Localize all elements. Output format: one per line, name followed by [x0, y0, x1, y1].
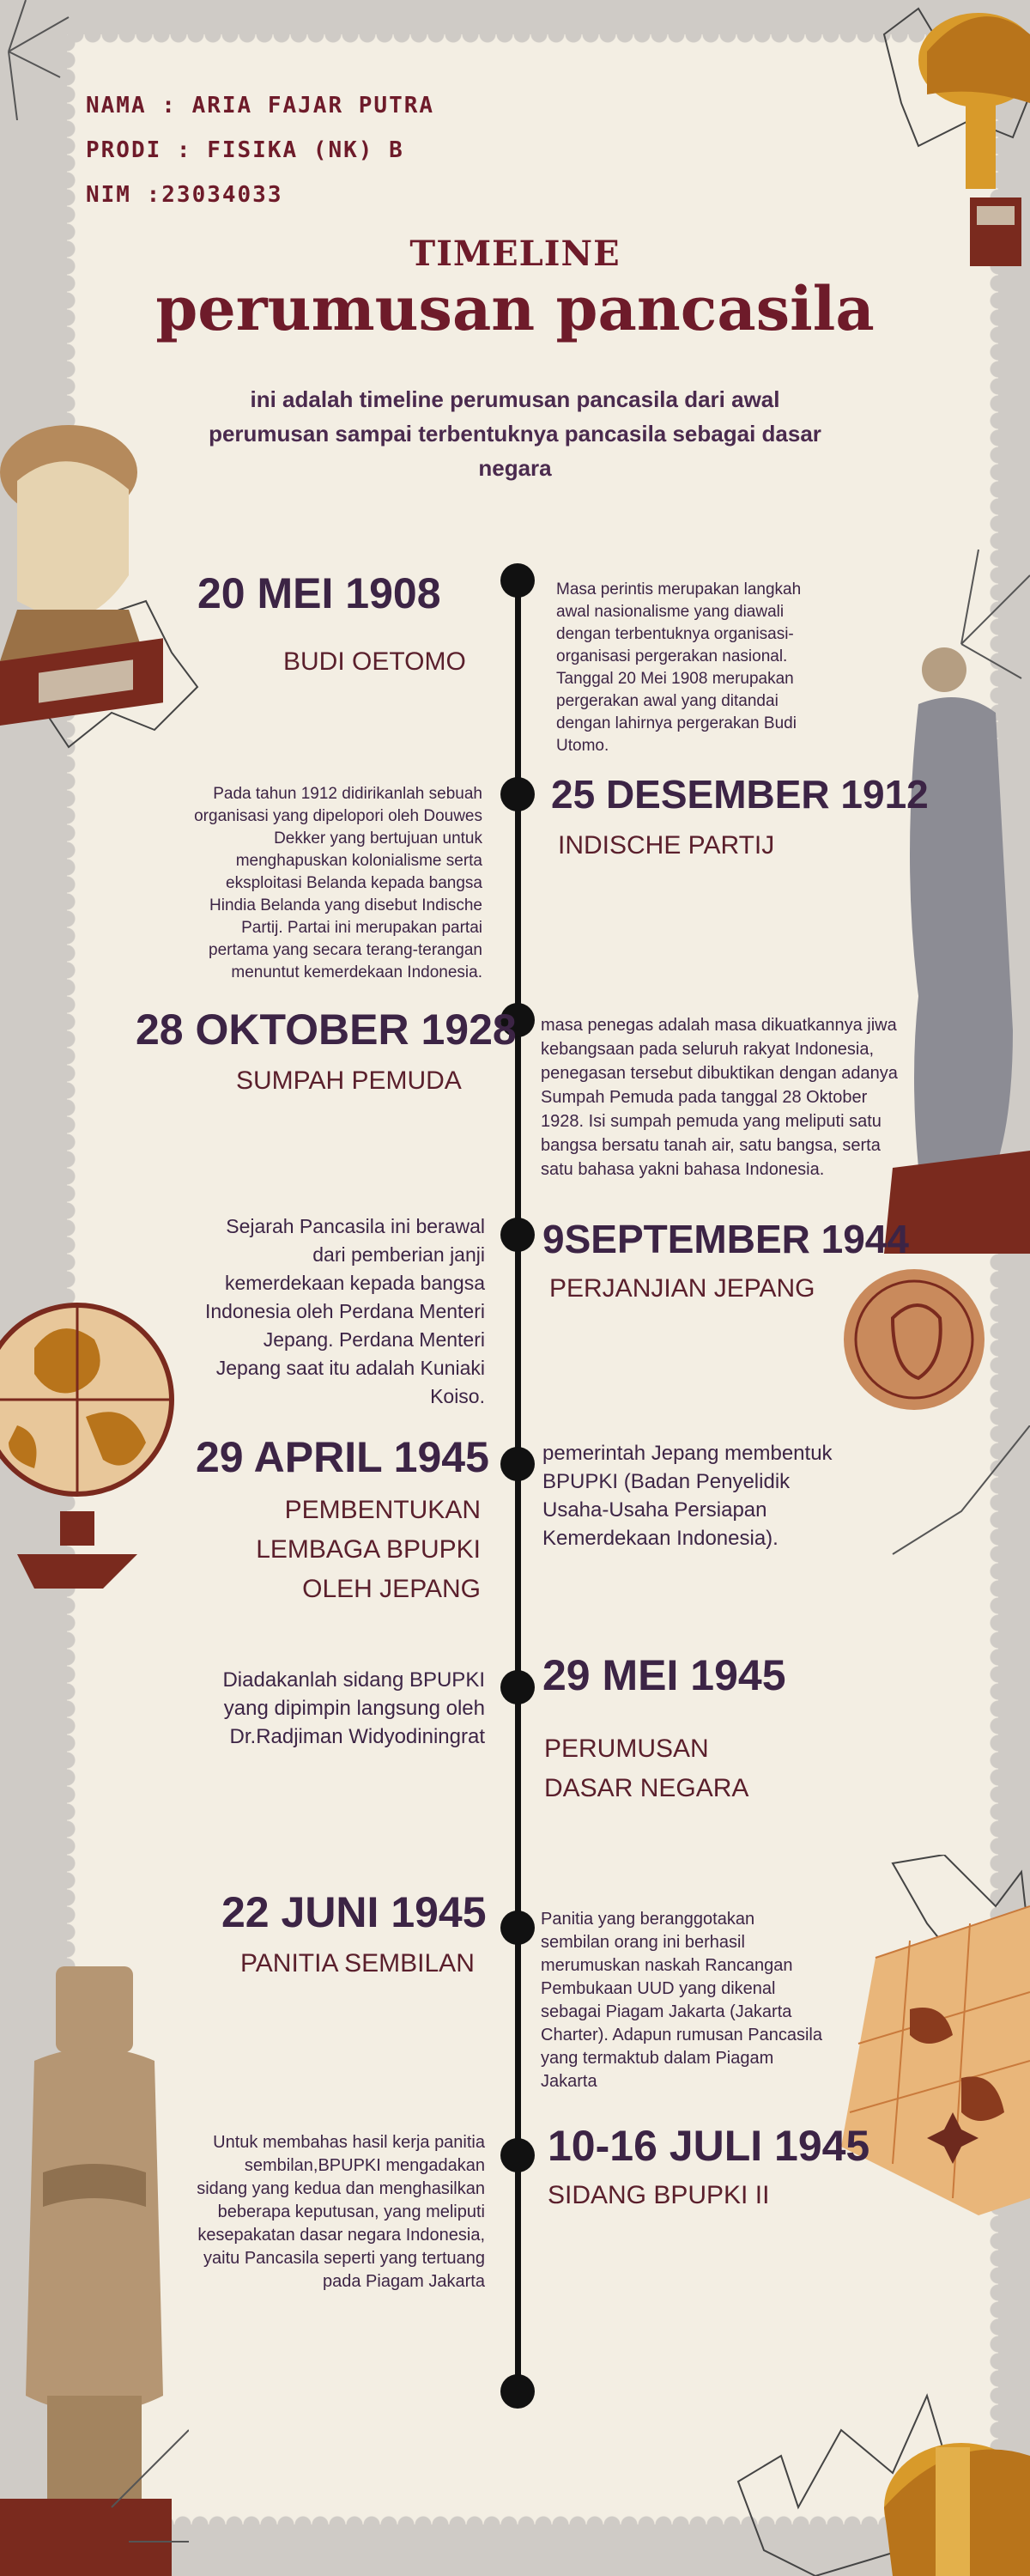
timeline-date: 28 OKTOBER 1928: [136, 1005, 517, 1054]
timeline-description: Diadakanlah sidang BPUPKI yang dipimpin langsung oleh Dr.Radjiman Widyodiningrat: [222, 1668, 485, 1748]
page-title: perumusan pancasila: [155, 273, 875, 344]
timeline-axis: [515, 575, 521, 2394]
student-info: [86, 93, 434, 227]
timeline-date: 29 APRIL 1945: [196, 1433, 489, 1481]
timeline-event: SUMPAH PEMUDA: [236, 1066, 462, 1095]
timeline-dot: [500, 2374, 535, 2409]
timeline-description: masa penegas adalah masa dikuatkannya jiwa kebangsaan pada seluruh rakyat Indonesia, penegasan tersebut dibuktikan dengan adanya Sumpah Pemuda pada tanggal 28 Oktober 1928. Isi sumpah pemuda yang meliputi satu bangsa bersatu tanah air, satu bangsa, serta satu bahasa yakni bahasa Indonesia.: [541, 1016, 898, 1179]
timeline-description: Untuk membahas hasil kerja panitia sembilan,BPUPKI mengadakan sidang yang kedua dan menghasilkan beberapa keputusan, yang meliputi kesepakatan dasar negara Indonesia, yaitu Pancasila seperti yang tertuang pada Piagam Jakarta: [197, 2133, 485, 2291]
timeline-description: Sejarah Pancasila ini berawal dari pemberian janji kemerdekaan kepada bangsa Indonesia oleh Perdana Menteri Jepang. Perdana Menteri Jepang saat itu adalah Kuniaki Koiso.: [204, 1215, 485, 1407]
intro-text: ini adalah timeline perumusan pancasila dari awal perumusan sampai terbentuknya pancasila sebagai dasar negara: [209, 386, 821, 481]
timeline-date: 9SEPTEMBER 1944: [542, 1217, 909, 1261]
timeline-dot: [500, 1218, 535, 1252]
bust-statue-illustration: [0, 404, 206, 764]
student-nim: NIM :23034033: [86, 182, 283, 208]
timeline-event-line: OLEH JEPANG: [302, 1575, 481, 1603]
coin-portrait-illustration: [841, 1267, 987, 1413]
wooden-figure-illustration: [0, 1949, 189, 2576]
timeline-description: pemerintah Jepang membentuk BPUPKI (Badan Penyelidik Usaha-Usaha Persiapan Kemerdekaan Indonesia).: [542, 1442, 833, 1550]
timeline-dot: [500, 777, 535, 811]
timeline-event: [544, 1729, 748, 1808]
timeline-date: 10-16 JULI 1945: [548, 2122, 870, 2170]
timeline-dot: [500, 1447, 535, 1481]
timeline-description: Pada tahun 1912 didirikanlah sebuah organisasi yang dipelopori oleh Douwes Dekker yang bertujuan untuk menghapuskan kolonialisme serta eksploitasi Belanda kepada bangsa Hindia Belanda yang disebut Indische Partij. Partai ini merupakan partai pertama yang secara terang-terangan menuntut kemerdekaan Indonesia.: [194, 785, 482, 981]
timeline-date: 22 JUNI 1945: [221, 1888, 487, 1936]
timeline-dot: [500, 1911, 535, 1945]
sunburst-lines-right: [884, 1425, 1030, 1563]
timeline-event-line: DASAR NEGARA: [544, 1774, 749, 1802]
student-prodi: PRODI : FISIKA (NK) B: [86, 137, 404, 163]
timeline-description: Masa perintis merupakan langkah awal nasionalisme yang diawali dengan terbentuknya organisasi-organisasi pergerakan nasional. Tanggal 20 Mei 1908 merupakan pergerakan awal yang ditandai dengan lahirnya pergerakan Budi Utomo.: [556, 580, 802, 755]
timeline-dot: [500, 1670, 535, 1704]
timeline-event-line: PERUMUSAN: [544, 1735, 709, 1763]
timeline-dot: [500, 563, 535, 598]
timeline-event: PERJANJIAN JEPANG: [549, 1274, 815, 1303]
student-name: NAMA : ARIA FAJAR PUTRA: [86, 93, 435, 118]
timeline-dot: [500, 2138, 535, 2172]
timeline-event: [197, 1491, 481, 1609]
timeline-date: 20 MEI 1908: [197, 569, 441, 617]
timeline-description: Panitia yang beranggotakan sembilan orang ini berhasil merumuskan naskah Rancangan Pembukaan UUD yang dikenal sebagai Piagam Jakarta (Jakarta Charter). Adapun rumusan Pancasila yang termaktub dalam Piagam Jakarta: [541, 1910, 822, 2091]
timeline-event: SIDANG BPUPKI II: [548, 2181, 770, 2209]
sunburst-lines-top-left: [0, 0, 77, 120]
helmet-illustration-bottom: [730, 2379, 1030, 2576]
timeline-event: BUDI OETOMO: [283, 647, 466, 676]
timeline-date: 29 MEI 1945: [542, 1651, 786, 1699]
timeline-event-line: LEMBAGA BPUPKI: [256, 1535, 481, 1564]
title-small: TIMELINE: [409, 234, 621, 274]
timeline-event: PANITIA SEMBILAN: [240, 1949, 475, 1978]
timeline-date: 25 DESEMBER 1912: [551, 772, 929, 817]
timeline-event: INDISCHE PARTIJ: [558, 831, 775, 860]
globe-illustration: [0, 1228, 180, 1606]
timeline-event-line: PEMBENTUKAN: [284, 1496, 481, 1524]
